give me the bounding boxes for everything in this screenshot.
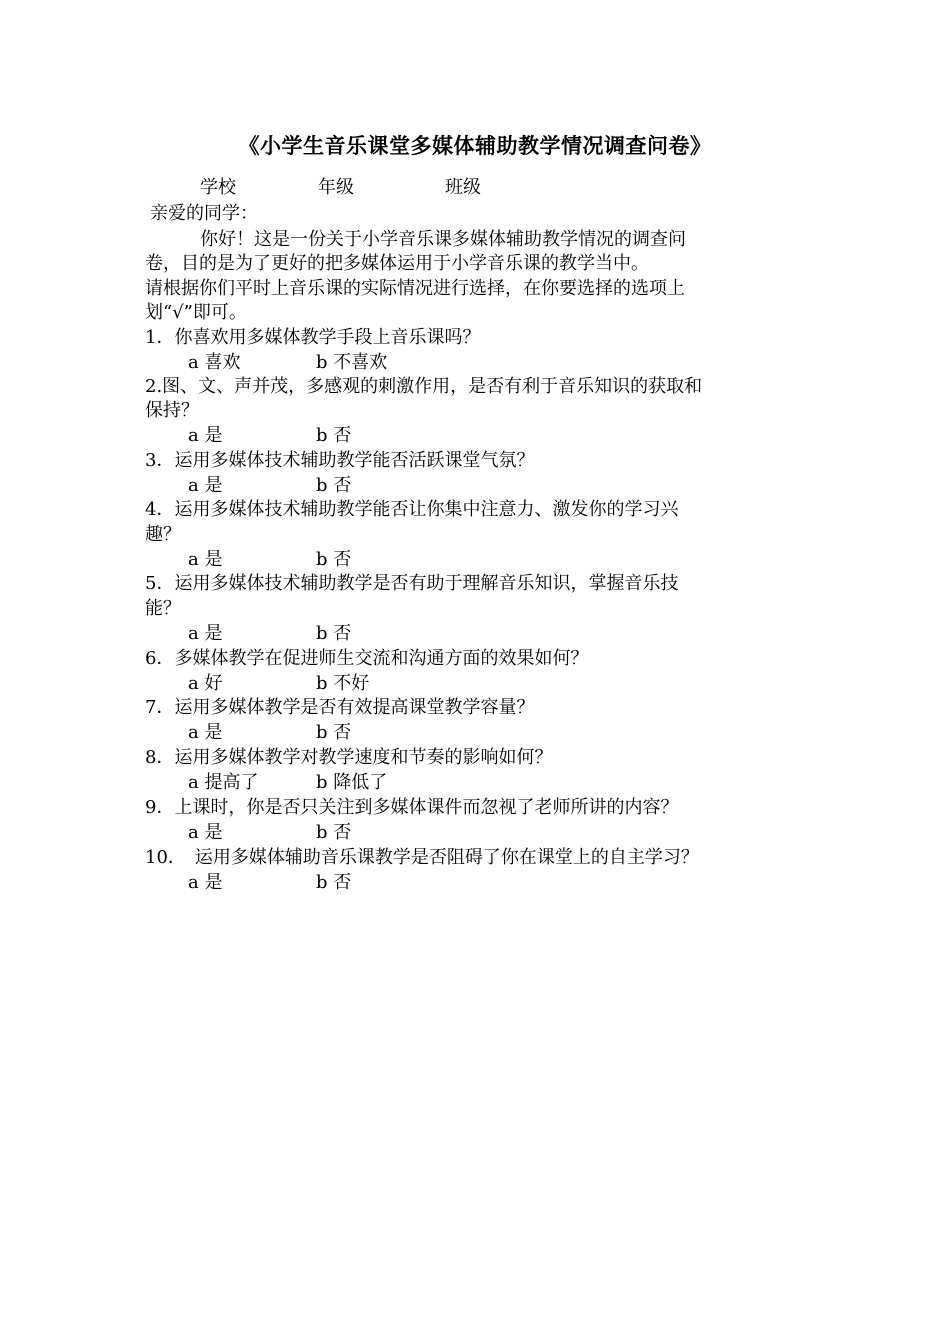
option-b: b 否 [316, 872, 352, 893]
option-b: b 否 [316, 822, 352, 843]
option-b: b 否 [316, 623, 352, 644]
document-title: 《小学生音乐课堂多媒体辅助教学情况调查问卷》 [238, 133, 712, 158]
class-label: 班级 [445, 177, 481, 198]
question-text: 保持？ [145, 400, 199, 421]
grade-label: 年级 [318, 177, 354, 198]
question-text: 3．运用多媒体技术辅助教学能否活跃课堂气氛？ [145, 450, 535, 471]
question-text: 8．运用多媒体教学对教学速度和节奏的影响如何？ [145, 747, 553, 768]
option-a: a 好 [188, 673, 223, 694]
option-b: b 不喜欢 [316, 352, 388, 373]
option-b: b 否 [316, 475, 352, 496]
option-b: b 降低了 [316, 772, 388, 793]
option-a: a 是 [188, 425, 223, 446]
option-a: a 是 [188, 475, 223, 496]
question-text: 10． 运用多媒体辅助音乐课教学是否阻碍了你在课堂上的自主学习？ [145, 847, 699, 868]
option-a: a 提高了 [188, 772, 259, 793]
option-a: a 喜欢 [188, 352, 241, 373]
question-text: 6．多媒体教学在促进师生交流和沟通方面的效果如何？ [145, 648, 589, 669]
question-text: 2.图、文、声并茂，多感观的刺激作用，是否有利于音乐知识的获取和 [145, 376, 703, 397]
intro-line: 划“√”即可。 [145, 302, 247, 323]
option-a: a 是 [188, 623, 223, 644]
question-text: 能？ [145, 598, 181, 619]
option-b: b 否 [316, 722, 352, 743]
question-text: 7．运用多媒体教学是否有效提高课堂教学容量？ [145, 697, 535, 718]
intro-line: 你好！这是一份关于小学音乐课多媒体辅助教学情况的调查问 [200, 229, 686, 250]
question-text: 4．运用多媒体技术辅助教学能否让你集中注意力、激发你的学习兴 [145, 499, 679, 520]
option-a: a 是 [188, 822, 223, 843]
question-text: 趣？ [145, 524, 181, 545]
intro-line: 请根据你们平时上音乐课的实际情况进行选择，在你要选择的选项上 [145, 278, 685, 299]
question-text: 1．你喜欢用多媒体教学手段上音乐课吗？ [145, 327, 481, 348]
greeting: 亲爱的同学： [150, 203, 258, 224]
option-b: b 否 [316, 549, 352, 570]
option-b: b 不好 [316, 673, 370, 694]
option-a: a 是 [188, 549, 223, 570]
option-a: a 是 [188, 872, 223, 893]
option-b: b 否 [316, 425, 352, 446]
school-label: 学校 [200, 177, 236, 198]
option-a: a 是 [188, 722, 223, 743]
question-text: 9．上课时，你是否只关注到多媒体课件而忽视了老师所讲的内容？ [145, 797, 679, 818]
question-text: 5．运用多媒体技术辅助教学是否有助于理解音乐知识，掌握音乐技 [145, 573, 679, 594]
intro-line: 卷，目的是为了更好的把多媒体运用于小学音乐课的教学当中。 [145, 253, 649, 274]
